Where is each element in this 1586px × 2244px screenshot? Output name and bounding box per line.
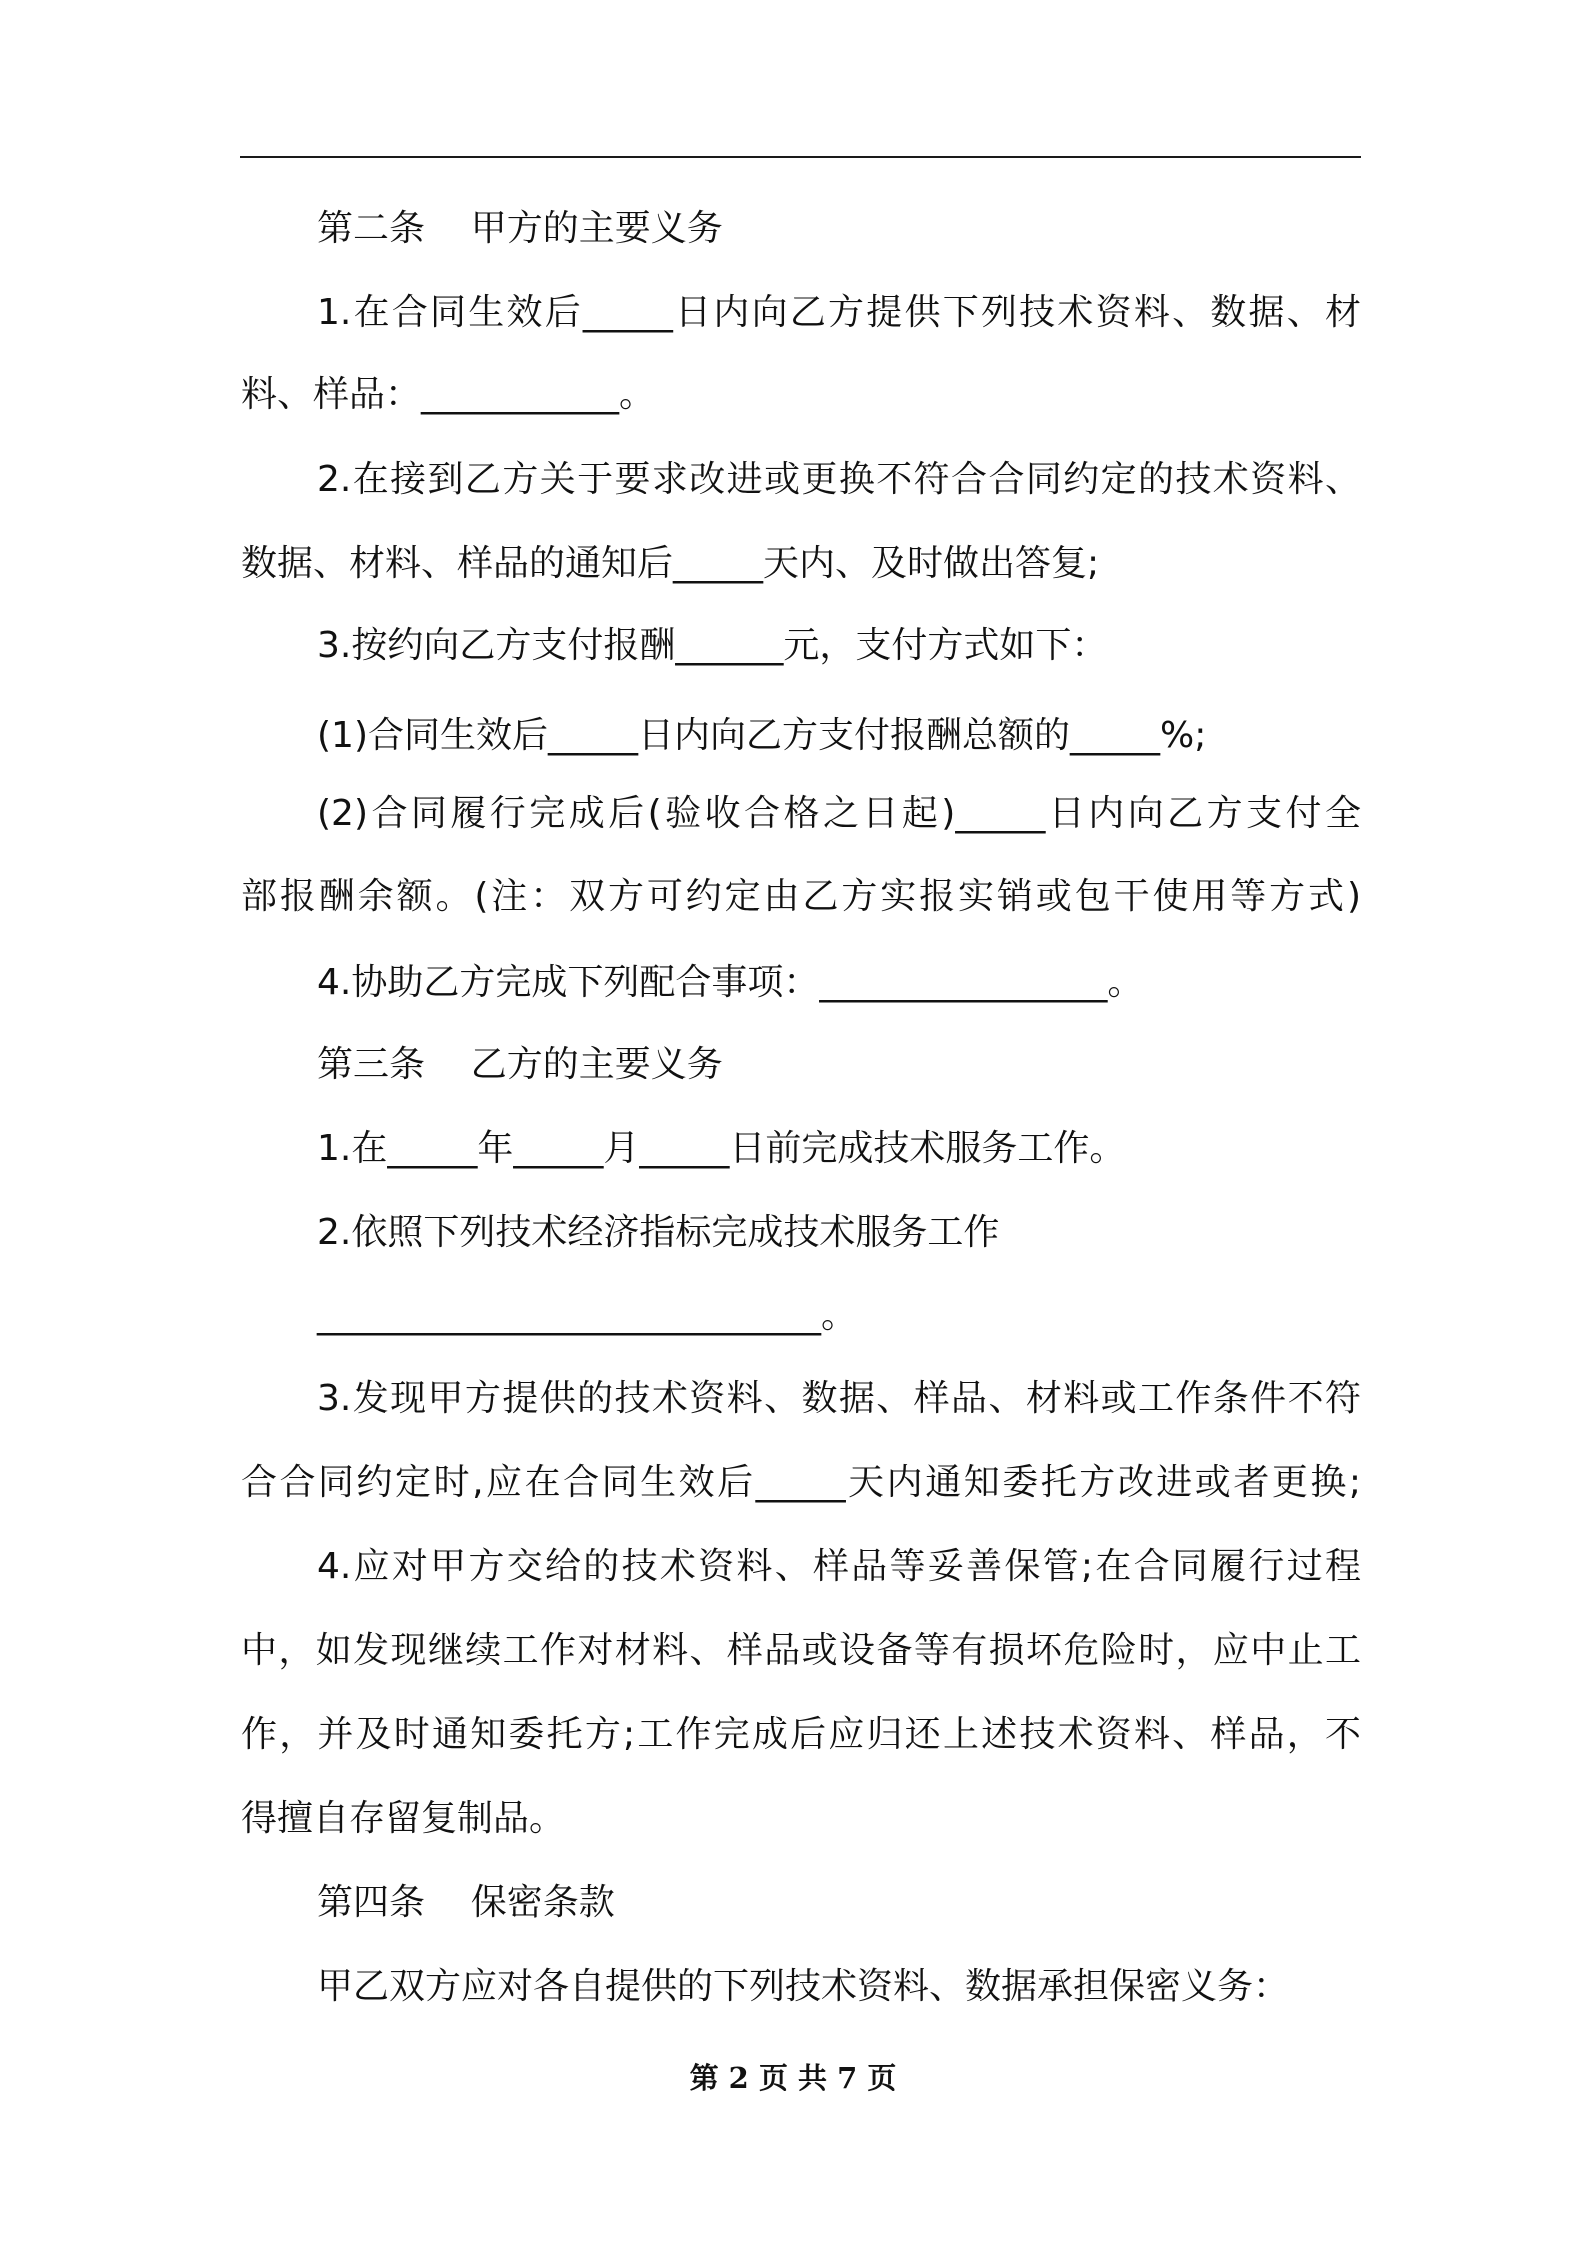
paragraph-line: 甲乙双方应对各自提供的下列技术资料、数据承担保密义务： [317,1966,1290,2007]
paragraph-line: 1.在_____年_____月_____日前完成技术服务工作。 [317,1128,1126,1169]
paragraph-line: (2)合同履行完成后(验收合格之日起)_____日内向乙方支付全 [317,793,1361,834]
paragraph-line: 3.按约向乙方支付报酬______元，支付方式如下： [317,625,1108,666]
page-number: 第 2 页 共 7 页 [689,2061,897,2095]
paragraph-line: 3.发现甲方提供的技术资料、数据、样品、材料或工作条件不符 [317,1378,1361,1419]
paragraph-line: 1.在合同生效后_____日内向乙方提供下列技术资料、数据、材 [317,292,1361,333]
paragraph-line: ____________________________。 [317,1295,857,1336]
paragraph-line: 数据、材料、样品的通知后_____天内、及时做出答复; [241,543,1100,584]
paragraph-line: 中，如发现继续工作对材料、样品或设备等有损坏危险时，应中止工 [241,1630,1361,1671]
paragraph-line: 得擅自存留复制品。 [241,1798,566,1839]
paragraph-line: 2.在接到乙方关于要求改进或更换不符合合同约定的技术资料、 [317,459,1361,500]
header-rule [240,156,1361,158]
paragraph-line: 料、样品：___________。 [241,374,656,415]
paragraph-line: 合合同约定时,应在合同生效后_____天内通知委托方改进或者更换; [241,1462,1361,1503]
article-3-heading: 第三条 乙方的主要义务 [317,1044,723,1085]
paragraph-line: 作，并及时通知委托方;工作完成后应归还上述技术资料、样品，不 [241,1714,1361,1755]
paragraph-line: 部报酬余额。(注：双方可约定由乙方实报实销或包干使用等方式) [241,876,1361,917]
article-4-heading: 第四条 保密条款 [317,1882,615,1923]
paragraph-line: (1)合同生效后_____日内向乙方支付报酬总额的_____%; [317,715,1207,756]
article-2-heading: 第二条 甲方的主要义务 [317,208,723,249]
paragraph-line: 2.依照下列技术经济指标完成技术服务工作 [317,1212,1000,1253]
paragraph-line: 4.协助乙方完成下列配合事项：________________。 [317,962,1144,1003]
paragraph-line: 4.应对甲方交给的技术资料、样品等妥善保管;在合同履行过程 [317,1546,1361,1587]
